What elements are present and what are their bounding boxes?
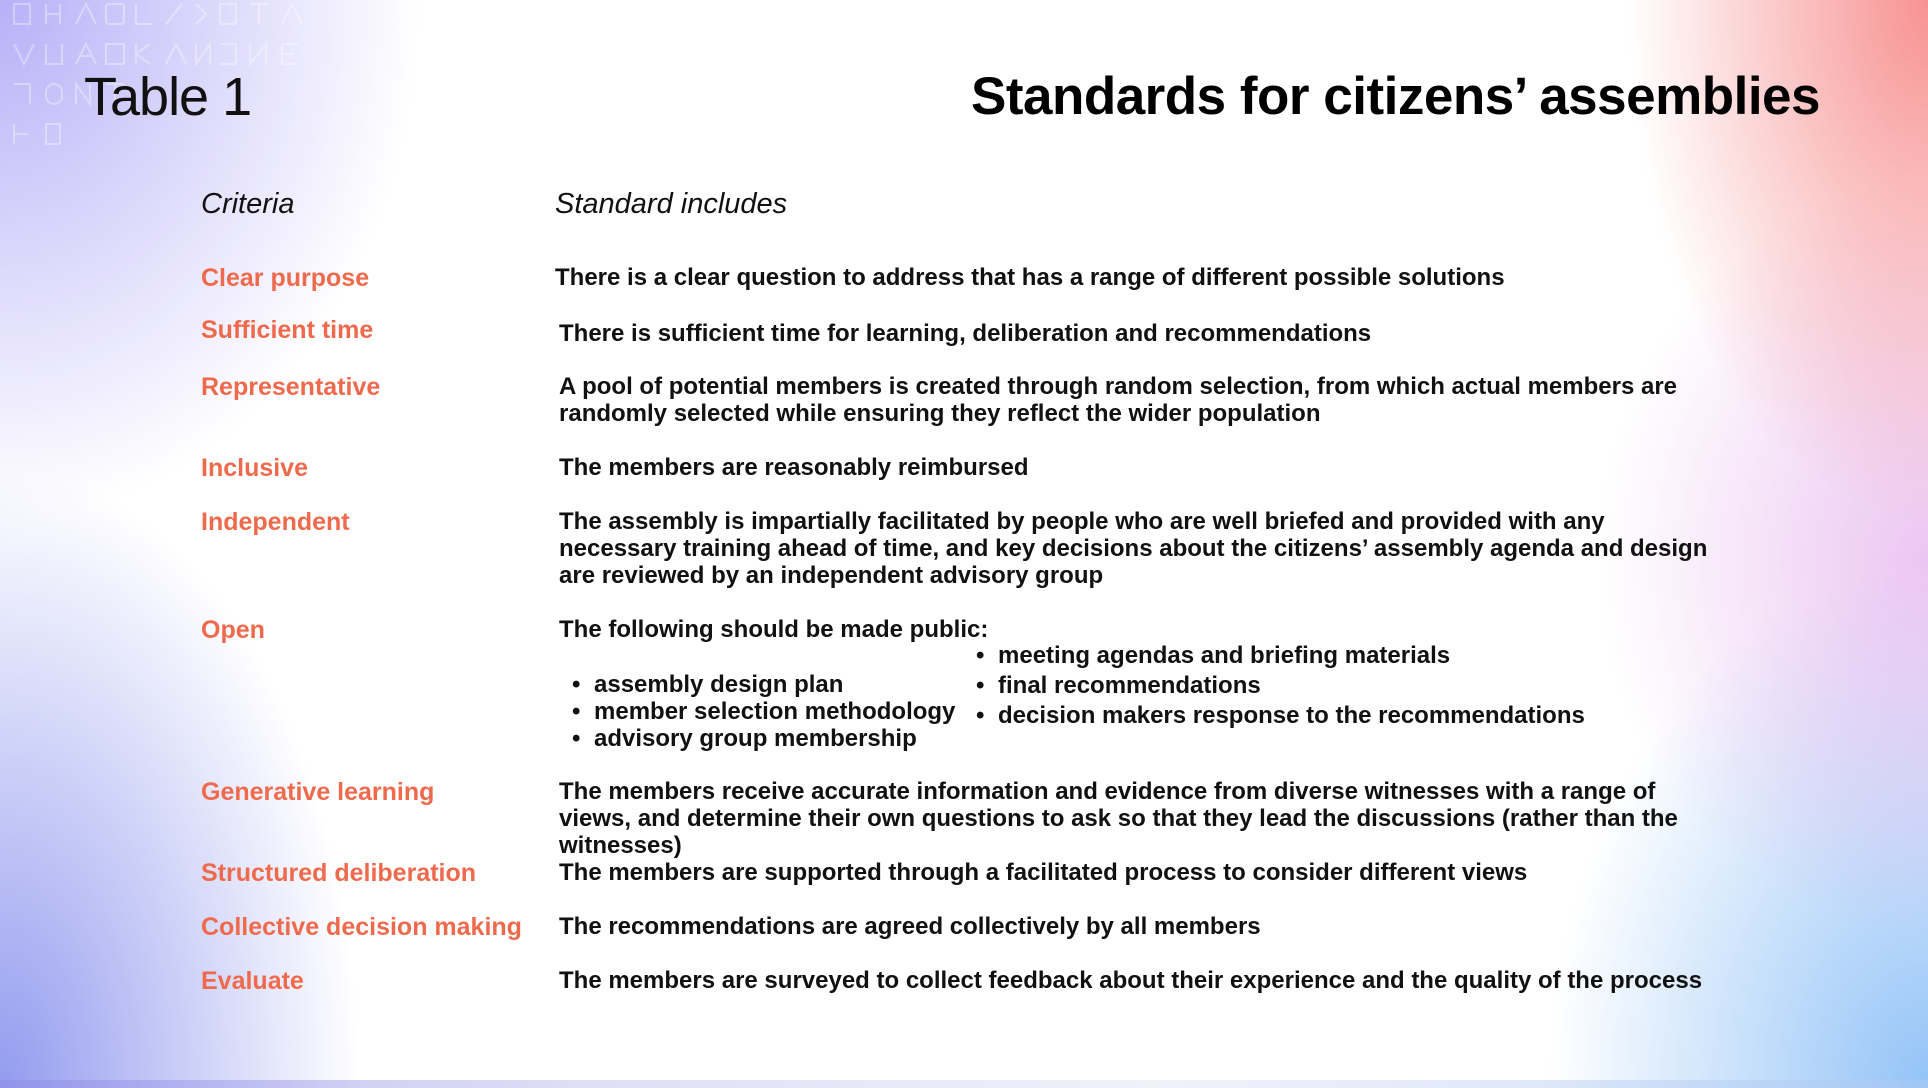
standard-text: The assembly is impartially facilitated by people who are well briefed and provided with any necessary training ahead of time, and key decisions about the citizens’ assembly agenda and design are reviewed by an independent advisory group xyxy=(559,508,1708,589)
standard-text: The members are reasonably reimbursed xyxy=(559,454,1029,481)
public-items-list-left xyxy=(572,671,955,752)
criteria-label: Generative learning xyxy=(201,778,435,806)
standard-text: There is a clear question to address that has a range of different possible solutions xyxy=(555,264,1505,291)
criteria-label: Open xyxy=(201,616,265,644)
public-items-list-right xyxy=(976,641,1585,731)
table-label: Table 1 xyxy=(84,67,252,127)
criteria-label: Inclusive xyxy=(201,454,308,482)
criteria-label: Sufficient time xyxy=(201,316,374,344)
list-item: • meeting agendas and briefing materials xyxy=(976,641,1585,671)
criteria-label: Independent xyxy=(201,508,350,536)
criteria-column-header: Criteria xyxy=(201,188,295,220)
criteria-label: Structured deliberation xyxy=(201,859,477,887)
criteria-label: Representative xyxy=(201,373,381,401)
list-item: • advisory group membership xyxy=(572,725,955,752)
standard-text: The recommendations are agreed collectively by all members xyxy=(559,913,1261,940)
list-item: • decision makers response to the recommendations xyxy=(976,701,1585,731)
standard-text: The members are supported through a facilitated process to consider different views xyxy=(559,859,1528,886)
criteria-label: Clear purpose xyxy=(201,264,370,292)
criteria-label: Evaluate xyxy=(201,967,304,995)
standard-text: The members receive accurate information and evidence from diverse witnesses with a range of views, and determine their own questions to ask so that they lead the discussions (rather than the witnesses) xyxy=(559,778,1678,859)
standard-text: A pool of potential members is created through random selection, from which actual members are randomly selected while ensuring they reflect the wider population xyxy=(559,373,1678,427)
standard-text: The following should be made public: xyxy=(559,616,989,643)
list-item: • member selection methodology xyxy=(572,698,955,725)
standard-column-header: Standard includes xyxy=(555,188,788,220)
criteria-label: Collective decision making xyxy=(201,913,522,941)
bottom-edge-band xyxy=(0,1080,1928,1088)
standard-text: There is sufficient time for learning, deliberation and recommendations xyxy=(559,320,1372,347)
list-item: • assembly design plan xyxy=(572,671,955,698)
standard-text: The members are surveyed to collect feedback about their experience and the quality of the process xyxy=(559,967,1703,994)
list-item: • final recommendations xyxy=(976,671,1585,701)
page-title: Standards for citizens’ assemblies xyxy=(970,67,1820,126)
